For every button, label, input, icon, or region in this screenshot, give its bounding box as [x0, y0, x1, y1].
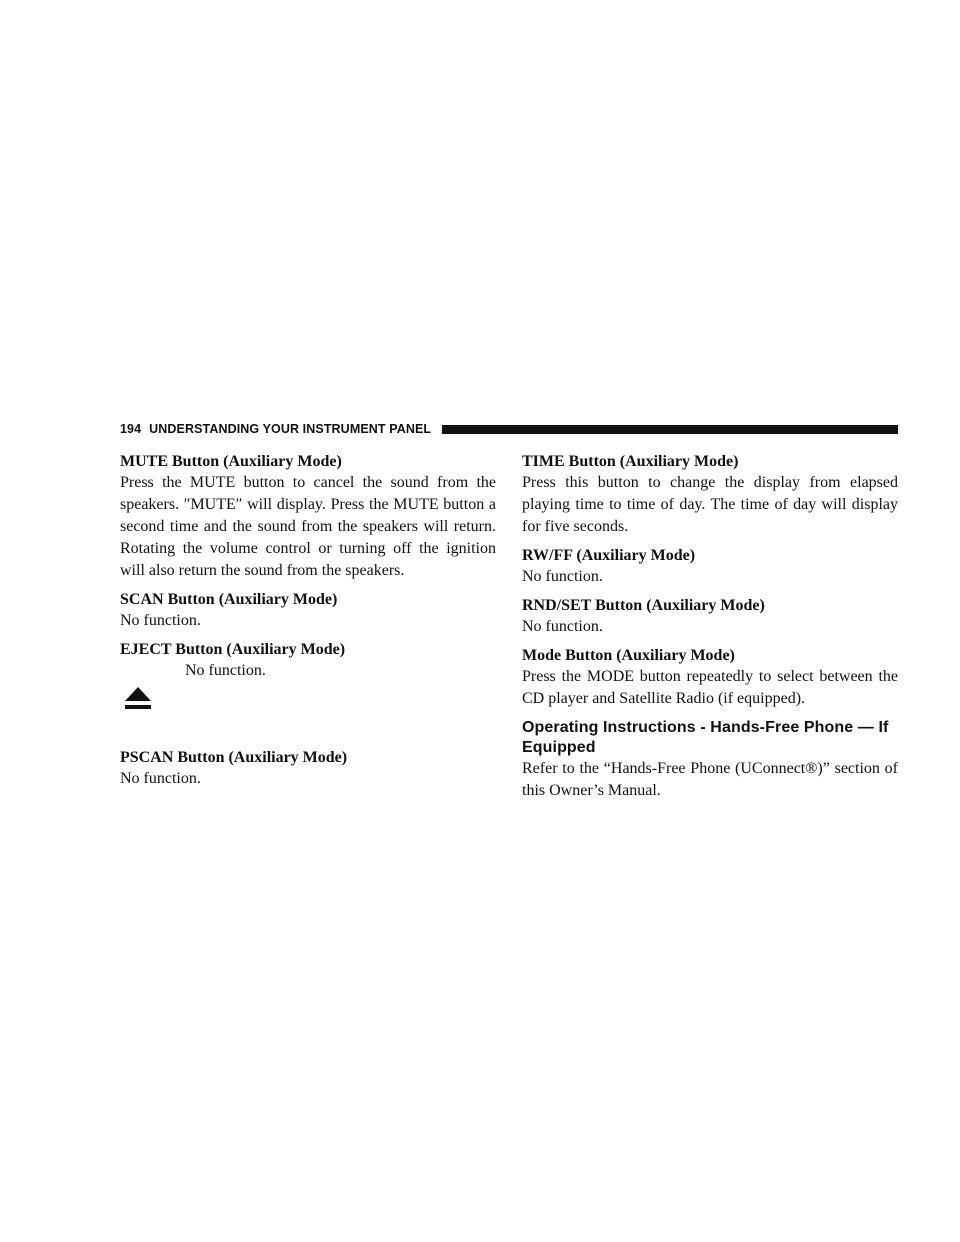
- rwff-text: No function.: [522, 568, 603, 585]
- time-text: Press this button to change the display from elapsed playing time to time of day. The time of day will display for five seconds.: [522, 474, 898, 535]
- eject-row: [120, 660, 496, 740]
- time-section: [522, 452, 898, 538]
- pscan-text: No function.: [120, 770, 201, 787]
- eject-text: No function.: [185, 662, 266, 679]
- mode-heading: Mode Button (Auxiliary Mode): [522, 647, 735, 664]
- rwff-section: [522, 546, 898, 588]
- mode-section: [522, 646, 898, 710]
- eject-icon: [123, 687, 153, 713]
- mute-section: [120, 452, 496, 582]
- rndset-text: No function.: [522, 618, 603, 635]
- page-number: 194: [120, 422, 142, 436]
- time-heading: TIME Button (Auxiliary Mode): [522, 453, 739, 470]
- operating-text: Refer to the “Hands-Free Phone (UConnect®)” section of this Owner’s Manual.: [522, 760, 898, 799]
- mode-text: Press the MODE button repeatedly to select between the CD player and Satellite Radio (if equipped).: [522, 668, 898, 707]
- header-rule: [442, 425, 898, 434]
- left-column: [120, 452, 496, 798]
- section-title: UNDERSTANDING YOUR INSTRUMENT PANEL: [149, 422, 432, 436]
- mute-heading: MUTE Button (Auxiliary Mode): [120, 453, 342, 470]
- scan-section: [120, 590, 496, 632]
- right-column: [522, 452, 898, 810]
- scan-heading: SCAN Button (Auxiliary Mode): [120, 591, 338, 608]
- eject-section: [120, 640, 496, 740]
- header-text: [120, 422, 431, 436]
- pscan-section: [120, 748, 496, 790]
- page-header: [120, 422, 898, 438]
- operating-heading: Operating Instructions - Hands-Free Phone — If Equipped: [522, 719, 889, 756]
- rwff-heading: RW/FF (Auxiliary Mode): [522, 547, 696, 564]
- rndset-heading: RND/SET Button (Auxiliary Mode): [522, 597, 765, 614]
- scan-text: No function.: [120, 612, 201, 629]
- eject-heading: EJECT Button (Auxiliary Mode): [120, 641, 346, 658]
- pscan-heading: PSCAN Button (Auxiliary Mode): [120, 749, 348, 766]
- mute-text: Press the MUTE button to cancel the sound from the speakers. ″MUTE″ will display. Press the MUTE button a second time and the sound from the speakers will return. Rotating the volume control or turning off the ignition will also return the sound from the speakers.: [120, 474, 496, 579]
- rndset-section: [522, 596, 898, 638]
- operating-section: [522, 718, 898, 802]
